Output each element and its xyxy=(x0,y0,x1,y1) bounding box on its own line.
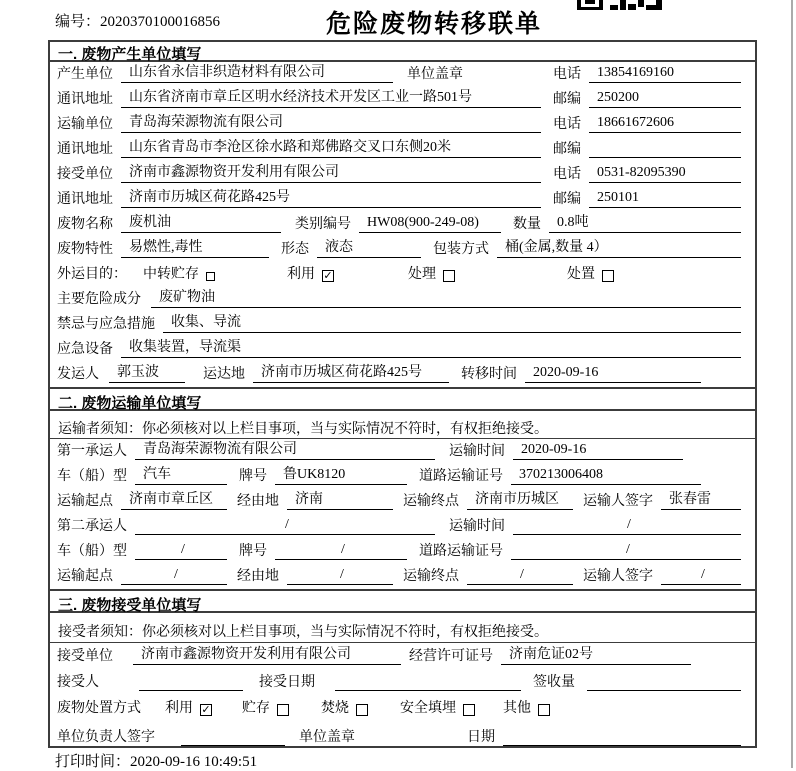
road-permit-value: 370213006408 xyxy=(511,467,701,485)
section1-header: 一. 废物产生单位填写 xyxy=(50,42,755,62)
carrier-value: / xyxy=(135,517,435,535)
date-label: 日期 xyxy=(467,730,495,745)
category-label: 类别编号 xyxy=(295,217,351,232)
option-dispose-label: 处置 xyxy=(567,267,595,282)
receiving-unit-label: 接受单位 xyxy=(57,649,113,664)
receiver-person-label: 接受人 xyxy=(57,675,99,690)
page-title: 危险废物转移联单 xyxy=(325,11,542,38)
receiver-value: 济南市鑫源物资开发利用有限公司 xyxy=(121,161,541,183)
transfer-time-label: 转移时间 xyxy=(461,367,517,382)
endpoint-label: 运输终点 xyxy=(403,494,459,509)
phone-label: 电话 xyxy=(553,67,581,82)
purpose-label: 外运目的： xyxy=(57,267,127,282)
row-taboo-measures xyxy=(50,312,755,337)
plate-label: 牌号 xyxy=(239,544,267,559)
row-first-vehicle xyxy=(50,464,755,489)
section3-header: 三. 废物接受单位填写 xyxy=(50,589,755,613)
row-receiver-sign xyxy=(50,669,755,695)
endpoint-value: 济南市历城区 xyxy=(467,488,573,510)
qr-code-fragment xyxy=(576,0,664,10)
license-value: 济南危证02号 xyxy=(501,643,691,665)
option-incinerate-label: 焚烧 xyxy=(321,701,349,716)
row-waste-name xyxy=(50,212,755,237)
transporter-label: 运输单位 xyxy=(57,117,113,132)
head-signature-label: 单位负责人签字 xyxy=(57,730,155,745)
plate-label: 牌号 xyxy=(239,469,267,484)
vehicle-type-value: / xyxy=(135,542,227,560)
transport-time-label: 运输时间 xyxy=(449,444,505,459)
via-label: 经由地 xyxy=(237,494,279,509)
carrier-label: 第二承运人 xyxy=(57,519,127,534)
checkbox-utilize xyxy=(322,270,334,282)
checkbox-utilize xyxy=(200,704,212,716)
equipment-label: 应急设备 xyxy=(57,342,113,357)
phone-label: 电话 xyxy=(553,117,581,132)
taboo-label: 禁忌与应急措施 xyxy=(57,317,155,332)
via-label: 经由地 xyxy=(237,569,279,584)
received-amount-value xyxy=(587,689,741,691)
via-value: 济南 xyxy=(287,488,393,510)
via-value: / xyxy=(287,567,393,585)
zip-value: 250200 xyxy=(589,90,741,108)
form-value: 液态 xyxy=(317,236,421,258)
producer-value: 山东省永信非织造材料有限公司 xyxy=(121,61,393,83)
hazard-label: 主要危险成分 xyxy=(57,292,141,307)
print-time-value: 2020-09-16 10:49:51 xyxy=(130,754,258,770)
phone-label: 电话 xyxy=(553,167,581,182)
row-producer xyxy=(50,62,755,87)
transport-time-value: 2020-09-16 xyxy=(513,442,683,460)
taboo-value: 收集、导流 xyxy=(163,311,741,333)
checkbox-dispose xyxy=(602,270,614,282)
serial-value: 2020370100016856 xyxy=(100,14,221,30)
character-value: 易燃性,毒性 xyxy=(121,236,269,258)
row-hazard-component xyxy=(50,287,755,312)
carrier-label: 第一承运人 xyxy=(57,444,127,459)
category-value: HW08(900-249-08) xyxy=(359,215,501,233)
phone-value: 18661672606 xyxy=(589,115,741,133)
checkbox-transfer-storage xyxy=(206,272,215,281)
row-disposal-method xyxy=(50,695,755,721)
vehicle-type-label: 车（船）型 xyxy=(57,469,127,484)
receiving-unit-value: 济南市鑫源物资开发利用有限公司 xyxy=(133,643,401,665)
unit-seal-label: 单位盖章 xyxy=(299,730,355,745)
address-label: 通讯地址 xyxy=(57,192,113,207)
check-icon: ✓ xyxy=(323,268,333,282)
zip-label: 邮编 xyxy=(553,192,581,207)
hazard-value: 废矿物油 xyxy=(151,286,741,308)
head-signature-value xyxy=(181,744,285,746)
option-other-label: 其他 xyxy=(503,701,531,716)
transport-time-label: 运输时间 xyxy=(449,519,505,534)
transfer-time-value: 2020-09-16 xyxy=(525,365,701,383)
print-time-label: 打印时间： xyxy=(55,754,131,770)
receive-date-label: 接受日期 xyxy=(259,675,315,690)
waste-name-value: 废机油 xyxy=(121,211,281,233)
carrier-signature-label: 运输人签字 xyxy=(583,494,653,509)
origin-label: 运输起点 xyxy=(57,569,113,584)
sender-label: 发运人 xyxy=(57,367,99,382)
page-edge-line xyxy=(791,0,793,768)
quantity-value: 0.8吨 xyxy=(549,211,741,233)
road-permit-label: 道路运输证号 xyxy=(419,469,503,484)
row-second-route xyxy=(50,564,755,589)
carrier-signature-value: / xyxy=(661,567,741,585)
endpoint-value: / xyxy=(467,567,573,585)
row-sender xyxy=(50,362,755,387)
address-value: 济南市历城区荷花路425号 xyxy=(121,186,541,208)
waste-name-label: 废物名称 xyxy=(57,217,113,232)
packing-label: 包装方式 xyxy=(433,242,489,257)
option-treat-label: 处理 xyxy=(408,267,436,282)
origin-label: 运输起点 xyxy=(57,494,113,509)
address-value: 山东省济南市章丘区明水经济技术开发区工业一路501号 xyxy=(121,86,541,108)
license-label: 经营许可证号 xyxy=(409,649,493,664)
checkbox-landfill xyxy=(463,704,475,716)
transport-time-value: / xyxy=(513,517,741,535)
checkbox-other xyxy=(538,704,550,716)
zip-value: 250101 xyxy=(589,190,741,208)
row-head-signature xyxy=(50,721,755,750)
equipment-value: 收集装置，导流渠 xyxy=(121,336,741,358)
row-transfer-purpose xyxy=(50,262,755,287)
serial-label: 编号： xyxy=(55,14,101,30)
origin-value: 济南市章丘区 xyxy=(121,488,227,510)
producer-label: 产生单位 xyxy=(57,67,113,82)
receive-date-value xyxy=(335,689,521,691)
unit-seal-label: 单位盖章 xyxy=(407,67,463,82)
origin-value: / xyxy=(121,567,227,585)
plate-value: / xyxy=(275,542,407,560)
row-receiver xyxy=(50,162,755,187)
transporter-value: 青岛海荣源物流有限公司 xyxy=(121,111,541,133)
zip-label: 邮编 xyxy=(553,142,581,157)
zip-value xyxy=(589,156,741,158)
destination-value: 济南市历城区荷花路425号 xyxy=(253,361,449,383)
quantity-label: 数量 xyxy=(513,217,541,232)
carrier-signature-label: 运输人签字 xyxy=(583,569,653,584)
option-storage-label: 贮存 xyxy=(242,701,270,716)
row-transporter xyxy=(50,112,755,137)
option-utilize-label: 利用 xyxy=(165,701,193,716)
zip-label: 邮编 xyxy=(553,92,581,107)
check-icon: ✓ xyxy=(201,702,211,716)
row-receiving-unit xyxy=(50,643,755,669)
row-second-carrier xyxy=(50,514,755,539)
address-label: 通讯地址 xyxy=(57,142,113,157)
transporter-notice: 运输者须知：你必须核对以上栏目事项，当与实际情况不符时，有权拒绝接受。 xyxy=(50,411,755,439)
option-transfer-storage-label: 中转贮存 xyxy=(143,267,199,282)
row-first-carrier xyxy=(50,439,755,464)
date-value xyxy=(503,744,741,746)
checkbox-treat xyxy=(443,270,455,282)
option-utilize-label: 利用 xyxy=(287,267,315,282)
receiver-person-value xyxy=(139,689,243,691)
checkbox-incinerate xyxy=(356,704,368,716)
endpoint-label: 运输终点 xyxy=(403,569,459,584)
destination-label: 运达地 xyxy=(203,367,245,382)
option-landfill-label: 安全填埋 xyxy=(400,701,456,716)
phone-value: 13854169160 xyxy=(589,65,741,83)
manifest-form xyxy=(48,40,757,748)
carrier-value: 青岛海荣源物流有限公司 xyxy=(135,438,435,460)
address-label: 通讯地址 xyxy=(57,92,113,107)
receiver-notice: 接受者须知：你必须核对以上栏目事项，当与实际情况不符时，有权拒绝接受。 xyxy=(50,613,755,643)
row-waste-character xyxy=(50,237,755,262)
row-transporter-address xyxy=(50,137,755,162)
carrier-signature-value: 张春雷 xyxy=(661,488,741,510)
vehicle-type-label: 车（船）型 xyxy=(57,544,127,559)
row-second-vehicle xyxy=(50,539,755,564)
address-value: 山东省青岛市李沧区徐水路和郑佛路交叉口东侧20米 xyxy=(121,136,541,158)
character-label: 废物特性 xyxy=(57,242,113,257)
plate-value: 鲁UK8120 xyxy=(275,463,407,485)
row-receiver-address xyxy=(50,187,755,212)
section2-header: 二. 废物运输单位填写 xyxy=(50,387,755,411)
row-emergency-equipment xyxy=(50,337,755,362)
received-amount-label: 签收量 xyxy=(533,675,575,690)
road-permit-label: 道路运输证号 xyxy=(419,544,503,559)
sender-value: 郭玉波 xyxy=(109,361,185,383)
disposal-method-label: 废物处置方式 xyxy=(57,701,141,716)
phone-value: 0531-82095390 xyxy=(589,165,741,183)
vehicle-type-value: 汽车 xyxy=(135,463,227,485)
row-first-route xyxy=(50,489,755,514)
packing-value: 桶(金属,数量 4） xyxy=(497,236,741,258)
row-producer-address xyxy=(50,87,755,112)
road-permit-value: / xyxy=(511,542,741,560)
receiver-label: 接受单位 xyxy=(57,167,113,182)
checkbox-storage xyxy=(277,704,289,716)
form-label: 形态 xyxy=(281,242,309,257)
